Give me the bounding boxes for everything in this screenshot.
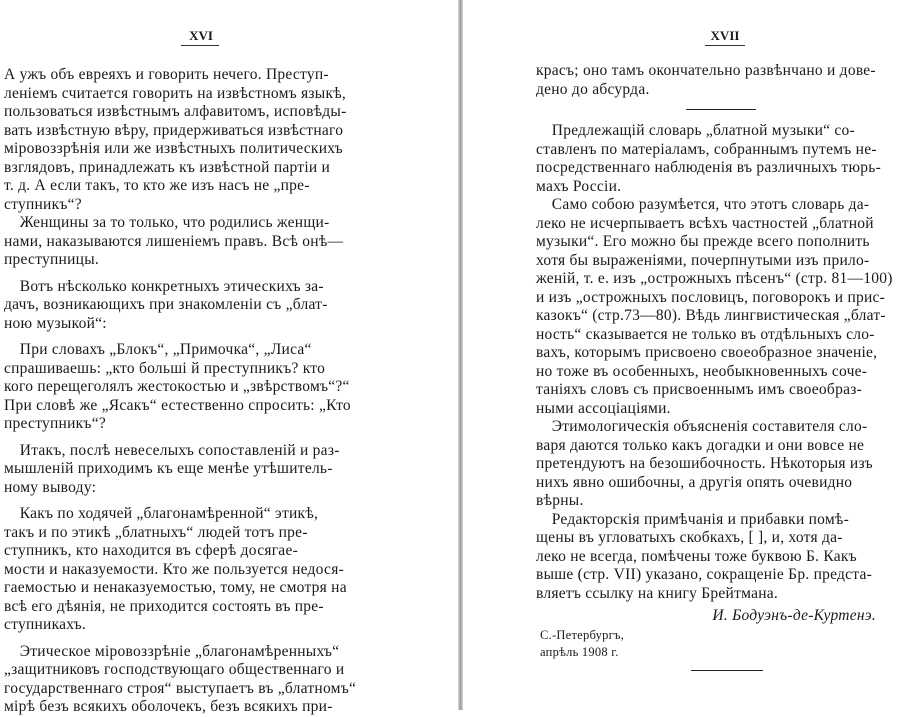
text-line: ступникахъ. bbox=[4, 616, 87, 633]
text-line: Предлежащій словарь „блатной музыки“ со- bbox=[536, 122, 855, 139]
text-line: варя даются только какъ догадки и они вовсе не bbox=[536, 436, 865, 454]
paragraph-gap bbox=[4, 333, 385, 341]
text-line: хотя бы выраженіями, почерпнутыми изъ прило- bbox=[536, 251, 870, 269]
text-line: Женщины за то только, что родились женщи- bbox=[4, 214, 330, 231]
text-line: нихъ явно ошибочны, а другія опять очевидно bbox=[536, 473, 853, 491]
text-line: Какъ по ходячей „благонамѣренной“ этикѣ, bbox=[4, 505, 319, 522]
right-page-text bbox=[536, 62, 904, 671]
text-line: Редакторскія примѣчанія и прибавки помѣ- bbox=[536, 510, 849, 528]
text-line: спрашиваешь: „кто больші й преступникъ? кто bbox=[4, 359, 326, 377]
page-number-left: XVI bbox=[189, 28, 213, 43]
text-line: дено до абсурда. bbox=[536, 80, 650, 98]
text-line: кого перещеголялъ жестокостью и „звѣрствомъ“?“ bbox=[4, 378, 350, 395]
text-line: А ужъ объ евреяхъ и говорить нечего. Преступ- bbox=[4, 66, 329, 83]
left-page-text bbox=[4, 66, 385, 717]
text-line: міровоззрѣнія или же извѣстныхъ политическихъ bbox=[4, 140, 343, 157]
text-line: махъ Россіи. bbox=[536, 177, 622, 195]
text-line: „защитниковъ господствующаго общественнаго и bbox=[4, 661, 345, 678]
text-line: вахъ, которымъ присвоено своеобразное значеніе, bbox=[536, 344, 878, 361]
text-line: пользоваться извѣстнымъ алфавитомъ, исповѣды- bbox=[4, 103, 347, 120]
text-line: ступникъ, кто находится въ сферѣ досягае- bbox=[4, 542, 298, 559]
text-line: такъ и по этикѣ „блатныхъ“ людей тотъ пре- bbox=[4, 523, 308, 541]
text-line: женій, т. е. изъ „острожныхъ пѣсенъ“ (стр. 81—100) bbox=[536, 270, 893, 287]
text-line: красъ; оно тамъ окончательно развѣнчано и дове- bbox=[536, 62, 876, 79]
text-line: гаемостью и ненаказуемостью, тому, не смотря на bbox=[4, 579, 347, 596]
text-line: При словѣ же „Ясакъ“ естественно спросить: „Кто bbox=[4, 396, 351, 414]
text-line: леко не исчерпываетъ всѣхъ частностей „блатной bbox=[536, 214, 874, 232]
author-signature: И. Бодуэнъ-де-Куртенэ. bbox=[712, 607, 876, 624]
text-line: вать извѣстную вѣру, придерживаться извѣстнаго bbox=[4, 121, 344, 139]
text-line: ными ассоціаціями. bbox=[536, 399, 671, 417]
place-line: С.-Петербургъ, bbox=[540, 627, 625, 642]
text-line: вляетъ ссылку на книгу Брейтмана. bbox=[536, 584, 778, 602]
text-line: таніяхъ словъ съ присвоеннымъ имъ своеобраз- bbox=[536, 381, 862, 398]
text-line: мірѣ безъ всякихъ оболочекъ, безъ всякихъ при- bbox=[4, 698, 333, 715]
text-line: леко не всегда, помѣчены тоже буквою Б. Какъ bbox=[536, 547, 857, 565]
text-line: претендуютъ на безошибочность. Нѣкоторыя изъ bbox=[536, 455, 873, 472]
text-line: выше (стр. VII) указано, сокращеніе Бр. предста- bbox=[536, 566, 873, 583]
text-line: взглядовъ, принадлежать къ извѣстной партіи и bbox=[4, 158, 331, 176]
left-page bbox=[0, 0, 458, 715]
text-line: преступницы. bbox=[4, 251, 99, 268]
text-line: щены въ угловатыхъ скобкахъ, [ ], и, хотя да- bbox=[536, 529, 843, 546]
text-line: леніемъ считается говорить на извѣстномъ языкѣ, bbox=[4, 84, 347, 102]
date-line: апрѣль 1908 г. bbox=[540, 644, 619, 659]
text-line: Итакъ, послѣ невеселыхъ сопоставленій и раз- bbox=[4, 441, 340, 459]
text-line: государственнаго строя“ выступаетъ въ „блатномъ“ bbox=[4, 679, 357, 697]
text-line: мышленій приходимъ къ еще менѣе утѣшитель- bbox=[4, 460, 333, 477]
text-line: посредственнаго наблюденія въ различныхъ тюрь- bbox=[536, 159, 882, 176]
paragraph-gap bbox=[4, 497, 385, 505]
text-line: Само собою разумѣется, что этотъ словарь да- bbox=[536, 196, 870, 213]
text-line: ставленъ по матеріаламъ, собраннымъ путемъ не- bbox=[536, 140, 877, 158]
text-line: всѣ его дѣянія, не приходится состоять въ пре- bbox=[4, 597, 324, 615]
section-separator bbox=[686, 109, 756, 110]
text-line: вѣрны. bbox=[536, 492, 584, 509]
end-separator bbox=[691, 670, 763, 671]
paragraph-gap bbox=[4, 270, 385, 278]
text-line: и изъ „острожныхъ пословицъ, поговорокъ и прис- bbox=[536, 288, 886, 306]
text-line: мости и наказуемости. Кто же пользуется недося- bbox=[4, 560, 344, 578]
paragraph-gap bbox=[4, 434, 385, 442]
text-line: ною музыкой“: bbox=[4, 314, 107, 332]
text-line: ность“ сказывается не только въ отдѣльныхъ сло- bbox=[536, 325, 875, 343]
text-line: казокъ“ (стр.73—80). Вѣдь лингвистическая „блат- bbox=[536, 307, 886, 324]
text-line: ступникъ“? bbox=[4, 195, 82, 213]
paragraph-gap bbox=[4, 635, 385, 643]
text-line: дачъ, возникающихъ при знакомленіи съ „блат- bbox=[4, 296, 328, 313]
text-line: т. д. А если такъ, то кто же изъ насъ не „пре- bbox=[4, 177, 310, 194]
text-line: преступникъ“? bbox=[4, 415, 106, 432]
text-line: Этимологическія объясненія составителя сло- bbox=[536, 418, 868, 435]
text-line: ному выводу: bbox=[4, 478, 97, 496]
right-page bbox=[463, 0, 922, 710]
text-line: Этическое міровоззрѣніе „благонамѣренныхъ“ bbox=[4, 642, 340, 660]
text-line: При словахъ „Блокъ“, „Примочка“, „Лиса“ bbox=[4, 341, 312, 358]
text-line: Вотъ нѣсколько конкретныхъ этическихъ за- bbox=[4, 277, 324, 295]
text-line: но тоже въ особенныхъ, необыкновенныхъ соче- bbox=[536, 362, 868, 380]
page-number-right: XVII bbox=[710, 28, 740, 43]
text-line: музыки“. Его можно бы прежде всего пополнить bbox=[536, 233, 870, 250]
text-line: нами, наказываются лишеніемъ правъ. Всѣ онѣ— bbox=[4, 232, 344, 250]
page-number-rule-right bbox=[705, 45, 745, 46]
page-number-rule-left bbox=[181, 45, 219, 46]
